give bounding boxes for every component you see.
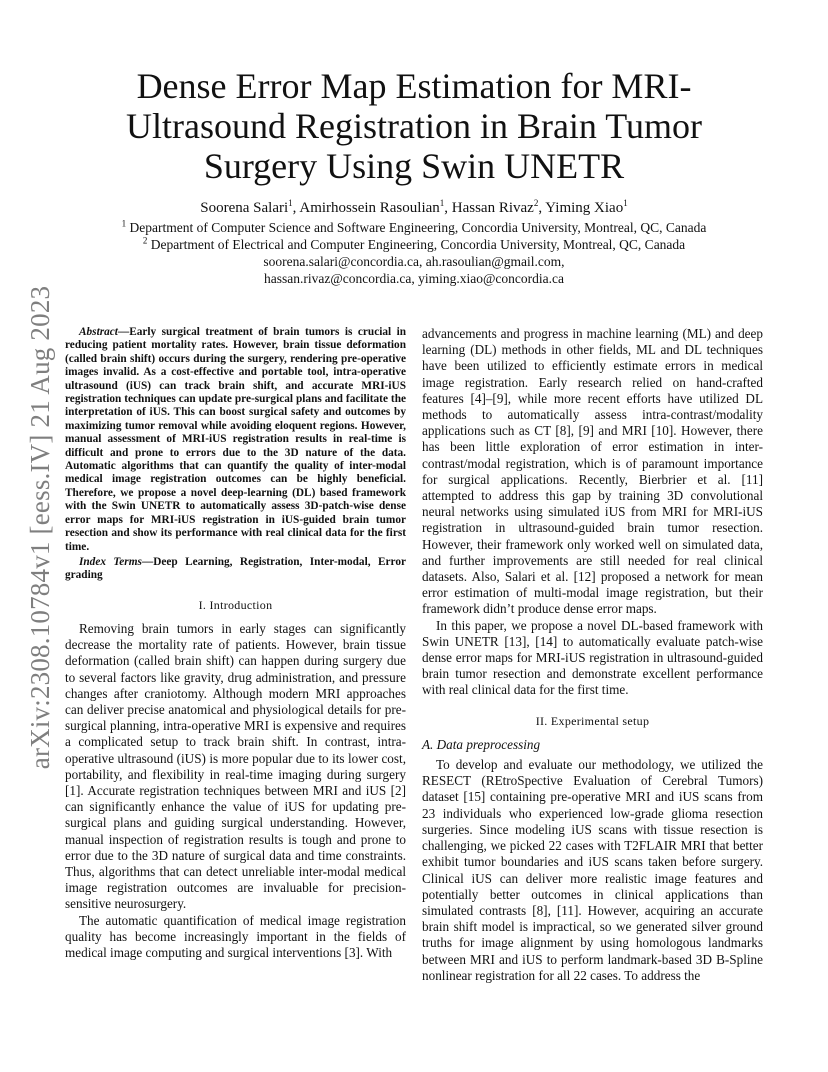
index-terms-label: Index Terms: [79, 555, 142, 568]
intro-paragraph-3: In this paper, we propose a novel DL-based framework with Swin UNETR [13], [14] to automatically evaluate patch-wise dense error maps for MRI-iUS registration in ultrasound-guided brain tumor resection and demonstrate excellent performance with real clinical data for the first time.: [422, 617, 763, 698]
section-heading-experimental-setup: II. Experimental setup: [535, 713, 650, 728]
intro-paragraph-2: The automatic quantification of medical image registration quality has become increasingly important in the fields of medical image computing and surgical interventions [3]. With: [65, 912, 406, 960]
intro-paragraph-1: Removing brain tumors in early stages can significantly decrease the mortality rate of patients. However, brain tissue deformation (called brain shift) can happen during surgery due to several factors like gravity, drug administration, and pressure changes after craniotomy. Although modern MRI approaches can deliver precise anatomical and physiological details for pre-surgical planning, intra-operative MRI is expensive and requires a complicated setup to track brain shift. In contrast, intra-operative ultrasound (iUS) is more popular due to its lower cost, portability, and flexibility in real-time imaging during surgery [1]. Accurate registration techniques between MRI and iUS [2] can significantly enhance the value of iUS for updating pre-surgical plans and guiding surgical understanding. However, manual inspection of registration results is tough and prone to error due to the 3D nature of surgical data and time constraints. Thus, algorithms that can detect unreliable inter-modal medical image registration outcomes are invaluable for precision-sensitive neurosurgery.: [65, 620, 406, 912]
index-terms-text: —Deep Learning, Registration, Inter-modal, Error grading: [65, 555, 406, 582]
affiliation-sup: 2: [142, 235, 148, 246]
author-name: Hassan Rivaz: [451, 200, 534, 216]
arxiv-sidebar-stamp: [26, 280, 56, 775]
left-column: [65, 326, 406, 961]
paper-title: Dense Error Map Estimation for MRI-Ultrasound Registration in Brain Tumor Surgery Using Swin UNETR: [126, 66, 702, 186]
arxiv-id: arXiv:2308.10784v1 [eess.IV] 21 Aug 2023: [25, 285, 56, 770]
email-line: hassan.rivaz@concordia.ca, yiming.xiao@concordia.ca: [264, 271, 564, 286]
author-name: Yiming Xiao: [545, 200, 624, 216]
abstract-text: —Early surgical treatment of brain tumors is crucial in reducing patient mortality rates. However, brain tissue deformation (called brain shift) occurs during the surgery, rendering pre-operative images invalid. As a cost-effective and portable tool, intra-operative ultrasound (iUS) can track brain shift, and accurate MRI-iUS registration techniques can update pre-surgical plans and facilitate the interpretation of iUS. This can boost surgical safety and outcomes by maximizing tumor removal while avoiding eloquent regions. However, manual assessment of MRI-iUS registration results in real-time is difficult and prone to errors due to the 3D nature of the data. Automatic algorithms that can quantify the quality of inter-modal medical image registration outcomes can be highly beneficial. Therefore, we propose a novel deep-learning (DL) based framework with the Swin UNETR to automatically assess 3D-patch-wise dense error maps for MRI-iUS registration in iUS-guided brain tumor resection and show its performance with real clinical data for the first time.: [65, 326, 406, 553]
author-sup: 1: [439, 198, 445, 208]
author-sup: 2: [533, 198, 539, 208]
author-name: Amirhossein Rasoulian: [299, 200, 440, 216]
affiliation-text: Department of Computer Science and Software Engineering, Concordia University, Montreal, QC, Canada: [129, 220, 707, 235]
abstract-label: Abstract: [79, 326, 118, 338]
author-sup: 1: [288, 198, 293, 208]
author-block: [70, 200, 758, 287]
author-sup: 1: [623, 198, 628, 208]
right-column: [422, 326, 763, 984]
data-paragraph-1: To develop and evaluate our methodology, we utilized the RESECT (REtroSpective Evaluation of Cerebral Tumors) dataset [15] containing pre-operative MRI and iUS scans from 23 individuals who experienced low-grade glioma resection surgeries. Since modeling iUS scans with tissue resection is challenging, we picked 22 cases with T2FLAIR MRI that better exhibit tumor boundaries and iUS scans taken before surgery. Clinical iUS can deliver more realistic image features and potentially better outcomes in clinical applications than simulated contrasts [8], [11]. However, acquiring an accurate brain shift model is impractical, so we generated silver ground truths for image alignment by using homologous landmarks between MRI and iUS to perform landmark-based 3D B-Spline nonlinear registration for all 22 cases. To address the: [422, 757, 763, 983]
affiliation-text: Department of Electrical and Computer Engineering, Concordia University, Montreal, QC, Canada: [150, 237, 686, 252]
author-names: Soorena Salari$^1$, Amirhossein Rasoulian$^1$, Hassan Rivaz$^2$, Yiming Xiao$^1$: [200, 198, 628, 216]
email-line: soorena.salari@concordia.ca, ah.rasoulian@gmail.com,: [263, 254, 565, 269]
index-terms: [65, 556, 406, 583]
abstract: [65, 326, 406, 554]
affiliation: [70, 219, 758, 236]
intro-paragraph-2-continued: advancements and progress in machine learning (ML) and deep learning (DL) methods in other fields, ML and DL techniques have been utilized to efficiently estimate errors in medical image registration. Early research relied on hand-crafted features [4]–[9], while more recent efforts have utilized DL methods to automatically assess intra-contrast/modality applications such as CT [8], [9] and MRI [10]. However, there has been little exploration of error estimation in inter-contrast/modal registration, which is of paramount importance for surgical applications. Recently, Bierbrier et al. [11] attempted to address this gap by training 3D convolutional neural networks using simulated iUS from MRI for MRI-iUS registration in ultrasound-guided brain tumor resection. However, their framework only worked well on simulated data, and further improvements are still needed for real clinical datasets. Also, Salari et al. [12] proposed a network for mean error estimation of multi-modal image registration, but their framework didn’t produce dense error maps.: [422, 326, 763, 617]
section-heading-introduction: I. Introduction: [198, 597, 273, 612]
subsection-heading-data-preprocessing: A. Data preprocessing: [422, 736, 541, 752]
author-name: Soorena Salari: [200, 200, 289, 216]
affiliation: [70, 236, 758, 253]
affiliation-sup: 1: [121, 218, 127, 229]
